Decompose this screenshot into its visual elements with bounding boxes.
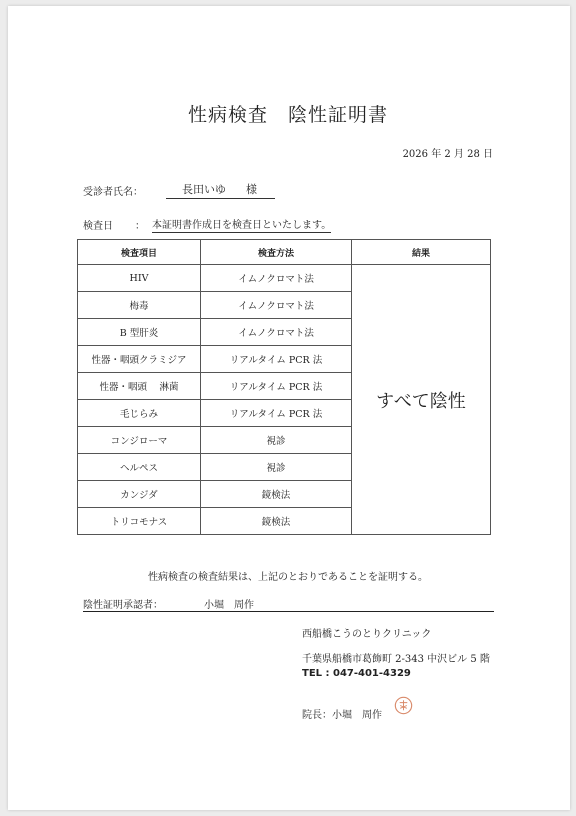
overall-result: すべて陰性 bbox=[352, 265, 491, 535]
results-table bbox=[77, 239, 491, 535]
approver-name: 小堀 周作 bbox=[204, 600, 254, 611]
test-item: ヘルペス bbox=[78, 454, 201, 481]
page-title: 性病検査 陰性証明書 bbox=[187, 104, 388, 126]
issue-date: 2026 年 2 月 28 日 bbox=[402, 149, 493, 160]
exam-date-label: 検査日 bbox=[83, 221, 113, 232]
test-method: イムノクロマト法 bbox=[201, 265, 352, 292]
patient-name-field bbox=[166, 181, 275, 199]
test-item: B 型肝炎 bbox=[78, 319, 201, 346]
test-method: リアルタイム PCR 法 bbox=[201, 400, 352, 427]
exam-date-colon: ： bbox=[135, 221, 145, 232]
approver-label: 陰性証明承認者： bbox=[83, 600, 163, 611]
test-item: 毛じらみ bbox=[78, 400, 201, 427]
test-method: 鏡検法 bbox=[201, 481, 352, 508]
test-method: リアルタイム PCR 法 bbox=[201, 373, 352, 400]
clinic-name: 西船橋こうのとりクリニック bbox=[302, 629, 432, 640]
patient-honorific: 様 bbox=[246, 183, 257, 196]
test-method: イムノクロマト法 bbox=[201, 319, 352, 346]
test-item: HIV bbox=[78, 265, 201, 292]
test-item: 性器・咽頭 淋菌 bbox=[78, 373, 201, 400]
clinic-phone: TEL : 047-401-4329 bbox=[302, 668, 411, 679]
test-item: 梅毒 bbox=[78, 292, 201, 319]
test-method: リアルタイム PCR 法 bbox=[201, 346, 352, 373]
director-name: 院長：小堀 周作 bbox=[302, 710, 382, 721]
clinic-address: 千葉県船橋市葛飾町 2-343 中沢ビル 5 階 bbox=[302, 654, 490, 665]
test-item: カンジダ bbox=[78, 481, 201, 508]
table-header-row bbox=[78, 240, 491, 265]
test-method: 視診 bbox=[201, 427, 352, 454]
exam-date-value: 本証明書作成日を検査日といたします。 bbox=[152, 216, 331, 233]
patient-name-label: 受診者氏名： bbox=[83, 187, 143, 198]
header-test-method: 検査方法 bbox=[201, 240, 352, 265]
header-result: 結果 bbox=[352, 240, 491, 265]
approver-divider bbox=[83, 611, 494, 612]
test-method: 鏡検法 bbox=[201, 508, 352, 535]
test-item: 性器・咽頭クラミジア bbox=[78, 346, 201, 373]
stamp-seal-icon bbox=[394, 696, 413, 715]
patient-name: 長田いゆ bbox=[182, 183, 226, 196]
header-test-item: 検査項目 bbox=[78, 240, 201, 265]
test-item: コンジローマ bbox=[78, 427, 201, 454]
test-item: トリコモナス bbox=[78, 508, 201, 535]
test-method: イムノクロマト法 bbox=[201, 292, 352, 319]
certification-statement: 性病検査の検査結果は、上記のとおりであることを証明する。 bbox=[148, 572, 428, 583]
table-row bbox=[78, 265, 491, 292]
test-method: 視診 bbox=[201, 454, 352, 481]
